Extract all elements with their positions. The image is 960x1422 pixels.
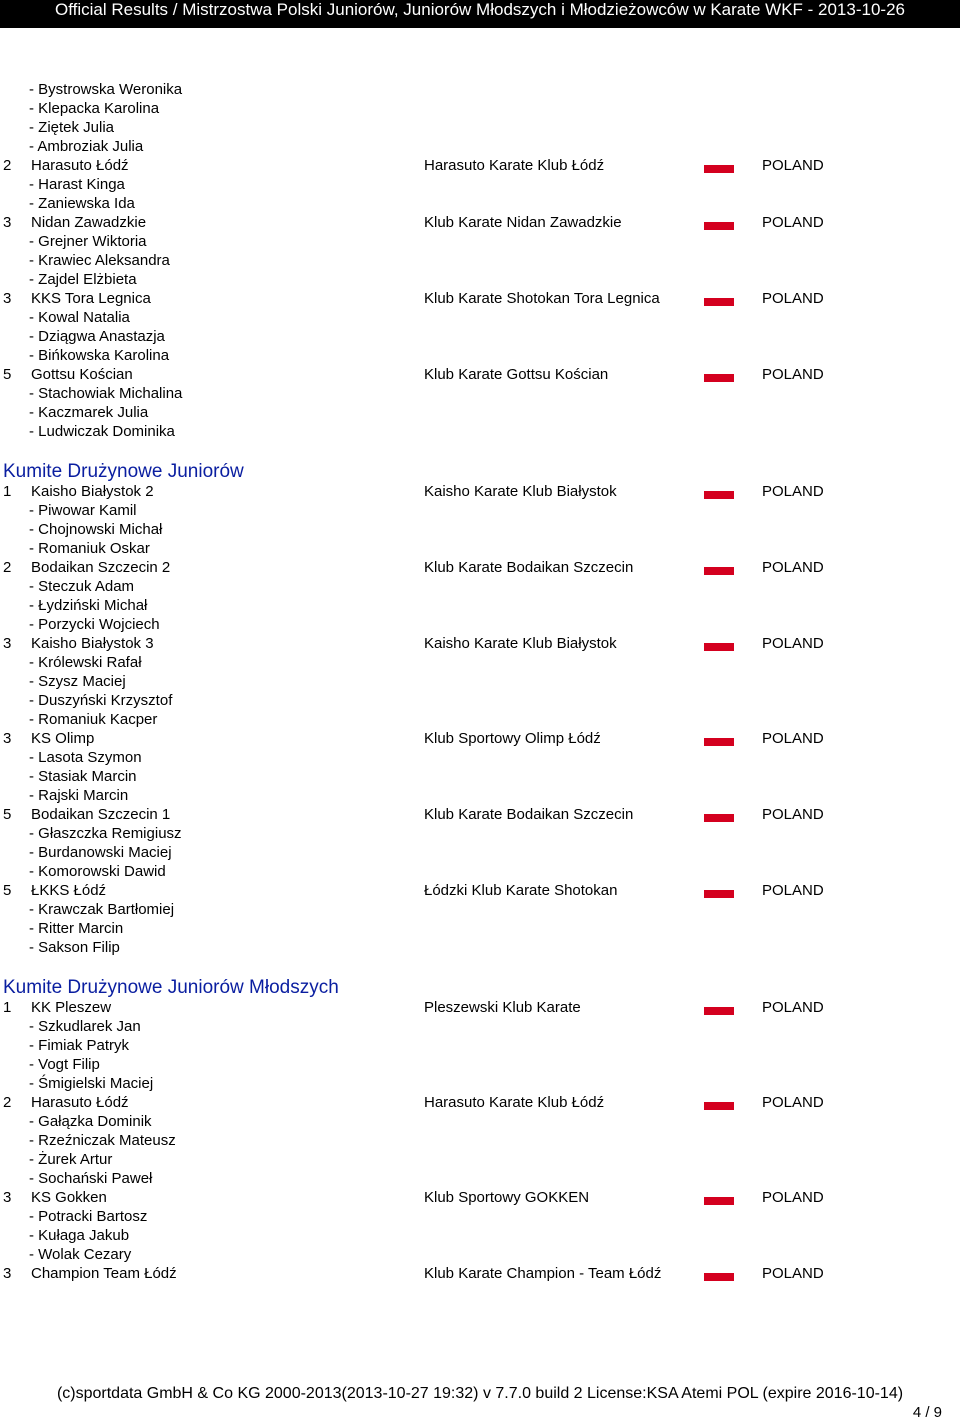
team-name: Kaisho Białystok 3: [31, 635, 154, 652]
member-row: [0, 422, 960, 441]
member-name: - Bystrowska Weronika: [29, 81, 183, 98]
member-row: [0, 194, 960, 213]
member-name: - Bińkowska Karolina: [29, 347, 170, 364]
placement-rank: 3: [3, 635, 12, 652]
placement-rank: 1: [3, 483, 12, 500]
placement-rank: 3: [3, 730, 12, 747]
member-name: - Dziągwa Anastazja: [29, 328, 165, 345]
member-name: - Sakson Filip: [29, 939, 120, 956]
member-row: [0, 1055, 960, 1074]
page-header: [0, 0, 960, 28]
member-name: - Ambroziak Julia: [29, 138, 144, 155]
member-name: - Romaniuk Kacper: [29, 711, 158, 728]
member-row: [0, 1017, 960, 1036]
poland-flag-icon: [704, 484, 734, 499]
member-row: [0, 80, 960, 99]
member-name: - Harast Kinga: [29, 176, 125, 193]
section-title: Kumite Drużynowe Juniorów: [3, 461, 244, 482]
member-row: [0, 270, 960, 289]
member-name: - Porzycki Wojciech: [29, 616, 160, 633]
member-row: [0, 175, 960, 194]
member-name: - Rajski Marcin: [29, 787, 129, 804]
country-name: POLAND: [762, 999, 824, 1016]
poland-flag-icon: [704, 731, 734, 746]
team-name: ŁKKS Łódź: [31, 882, 107, 899]
member-name: - Kowal Natalia: [29, 309, 130, 326]
team-name: Nidan Zawadzkie: [31, 214, 147, 231]
team-row: [0, 634, 960, 653]
team-name: KK Pleszew: [31, 999, 112, 1016]
team-row: [0, 881, 960, 900]
member-name: - Ritter Marcin: [29, 920, 124, 937]
team-name: Harasuto Łódź: [31, 157, 129, 174]
placement-rank: 1: [3, 999, 12, 1016]
member-row: [0, 843, 960, 862]
footer-copyright: (c)sportdata GmbH & Co KG 2000-2013(2013-10-27 19:32) v 7.7.0 build 2 License:KSA Atemi POL (expire 2016-10-14): [56, 1385, 904, 1402]
club-name: Klub Karate Bodaikan Szczecin: [424, 559, 634, 576]
club-name: Klub Sportowy Olimp Łódź: [424, 730, 601, 747]
member-row: [0, 327, 960, 346]
placement-rank: 3: [3, 1189, 12, 1206]
member-row: [0, 118, 960, 137]
member-row: [0, 1150, 960, 1169]
member-name: - Sochański Paweł: [29, 1170, 153, 1187]
country-name: POLAND: [762, 882, 824, 899]
team-name: Champion Team Łódź: [31, 1265, 177, 1282]
team-row: [0, 289, 960, 308]
country-name: POLAND: [762, 1094, 824, 1111]
member-row: [0, 232, 960, 251]
member-name: - Łydziński Michał: [29, 597, 148, 614]
poland-flag-icon: [704, 636, 734, 651]
team-row: [0, 805, 960, 824]
country-name: POLAND: [762, 214, 824, 231]
team-name: Bodaikan Szczecin 1: [31, 806, 171, 823]
placement-rank: 3: [3, 1265, 12, 1282]
member-row: [0, 938, 960, 957]
poland-flag-icon: [704, 158, 734, 173]
member-name: - Stasiak Marcin: [29, 768, 137, 785]
country-name: POLAND: [762, 290, 824, 307]
country-name: POLAND: [762, 366, 824, 383]
club-name: Pleszewski Klub Karate: [424, 999, 581, 1016]
member-name: - Krawczak Bartłomiej: [29, 901, 175, 918]
member-name: - Zajdel Elżbieta: [29, 271, 137, 288]
member-row: [0, 539, 960, 558]
member-row: [0, 1112, 960, 1131]
country-name: POLAND: [762, 1189, 824, 1206]
member-row: [0, 653, 960, 672]
placement-rank: 5: [3, 882, 12, 899]
header-title: Official Results / Mistrzostwa Polski Juniorów, Juniorów Młodszych i Młodzieżowców w Karate WKF - 2013-10-26: [55, 0, 905, 19]
member-row: [0, 615, 960, 634]
club-name: Klub Karate Champion - Team Łódź: [424, 1265, 662, 1282]
member-row: [0, 137, 960, 156]
member-name: - Burdanowski Maciej: [29, 844, 172, 861]
member-row: [0, 824, 960, 843]
member-row: [0, 1207, 960, 1226]
member-name: - Potracki Bartosz: [29, 1208, 148, 1225]
country-name: POLAND: [762, 157, 824, 174]
club-name: Klub Karate Bodaikan Szczecin: [424, 806, 634, 823]
member-name: - Romaniuk Oskar: [29, 540, 150, 557]
club-name: Klub Karate Gottsu Kościan: [424, 366, 609, 383]
member-row: [0, 1131, 960, 1150]
poland-flag-icon: [704, 1190, 734, 1205]
member-name: - Stachowiak Michalina: [29, 385, 183, 402]
placement-rank: 3: [3, 214, 12, 231]
member-row: [0, 1169, 960, 1188]
member-row: [0, 1074, 960, 1093]
club-name: Harasuto Karate Klub Łódź: [424, 157, 605, 174]
member-name: - Komorowski Dawid: [29, 863, 166, 880]
placement-rank: 2: [3, 559, 12, 576]
team-name: Kaisho Białystok 2: [31, 483, 154, 500]
member-name: - Wolak Cezary: [29, 1246, 132, 1263]
team-name: Gottsu Kościan: [31, 366, 133, 383]
member-name: - Śmigielski Maciej: [29, 1075, 154, 1092]
poland-flag-icon: [704, 883, 734, 898]
member-name: - Kaczmarek Julia: [29, 404, 149, 421]
placement-rank: 3: [3, 290, 12, 307]
club-name: Kaisho Karate Klub Białystok: [424, 483, 617, 500]
team-row: [0, 1093, 960, 1112]
team-row: [0, 365, 960, 384]
poland-flag-icon: [704, 560, 734, 575]
poland-flag-icon: [704, 1000, 734, 1015]
club-name: Klub Karate Nidan Zawadzkie: [424, 214, 622, 231]
club-name: Kaisho Karate Klub Białystok: [424, 635, 617, 652]
poland-flag-icon: [704, 1266, 734, 1281]
team-row: [0, 213, 960, 232]
page-number: 4 / 9: [912, 1404, 942, 1421]
member-name: - Gałązka Dominik: [29, 1113, 152, 1130]
team-name: Harasuto Łódź: [31, 1094, 129, 1111]
team-name: KKS Tora Legnica: [31, 290, 151, 307]
country-name: POLAND: [762, 483, 824, 500]
results-list: [0, 80, 960, 1283]
member-row: [0, 1036, 960, 1055]
team-name: KS Gokken: [31, 1189, 107, 1206]
member-row: [0, 672, 960, 691]
member-row: [0, 308, 960, 327]
member-name: - Vogt Filip: [29, 1056, 100, 1073]
member-name: - Krawiec Aleksandra: [29, 252, 170, 269]
club-name: Harasuto Karate Klub Łódź: [424, 1094, 605, 1111]
member-row: [0, 919, 960, 938]
member-name: - Ziętek Julia: [29, 119, 115, 136]
member-name: - Klepacka Karolina: [29, 100, 160, 117]
poland-flag-icon: [704, 215, 734, 230]
team-row: [0, 1188, 960, 1207]
member-name: - Królewski Rafał: [29, 654, 142, 671]
country-name: POLAND: [762, 635, 824, 652]
member-row: [0, 900, 960, 919]
member-row: [0, 251, 960, 270]
country-name: POLAND: [762, 1265, 824, 1282]
member-row: [0, 346, 960, 365]
club-name: Klub Sportowy GOKKEN: [424, 1189, 590, 1206]
member-name: - Piwowar Kamil: [29, 502, 137, 519]
member-name: - Grejner Wiktoria: [29, 233, 147, 250]
poland-flag-icon: [704, 291, 734, 306]
placement-rank: 2: [3, 1094, 12, 1111]
member-row: [0, 786, 960, 805]
poland-flag-icon: [704, 807, 734, 822]
member-row: [0, 577, 960, 596]
placement-rank: 2: [3, 157, 12, 174]
member-name: - Szkudlarek Jan: [29, 1018, 141, 1035]
member-name: - Kułaga Jakub: [29, 1227, 130, 1244]
member-name: - Rzeźniczak Mateusz: [29, 1132, 176, 1149]
member-row: [0, 862, 960, 881]
placement-rank: 5: [3, 366, 12, 383]
member-row: [0, 767, 960, 786]
member-name: - Żurek Artur: [29, 1151, 113, 1168]
member-name: - Chojnowski Michał: [29, 521, 163, 538]
country-name: POLAND: [762, 559, 824, 576]
member-name: - Zaniewska Ida: [29, 195, 135, 212]
team-name: Bodaikan Szczecin 2: [31, 559, 171, 576]
country-name: POLAND: [762, 730, 824, 747]
member-row: [0, 691, 960, 710]
member-name: - Duszyński Krzysztof: [29, 692, 173, 709]
member-name: - Szysz Maciej: [29, 673, 126, 690]
member-row: [0, 596, 960, 615]
team-row: [0, 558, 960, 577]
country-name: POLAND: [762, 806, 824, 823]
member-row: [0, 520, 960, 539]
team-row: [0, 998, 960, 1017]
member-row: [0, 1226, 960, 1245]
member-row: [0, 748, 960, 767]
team-row: [0, 729, 960, 748]
club-name: Łódzki Klub Karate Shotokan: [424, 882, 618, 899]
member-name: - Ludwiczak Dominika: [29, 423, 175, 440]
member-row: [0, 1245, 960, 1264]
member-row: [0, 403, 960, 422]
poland-flag-icon: [704, 1095, 734, 1110]
team-name: KS Olimp: [31, 730, 95, 747]
member-row: [0, 501, 960, 520]
team-row: [0, 156, 960, 175]
team-row: [0, 482, 960, 501]
member-name: - Fimiak Patryk: [29, 1037, 130, 1054]
team-row: [0, 1264, 960, 1283]
member-name: - Lasota Szymon: [29, 749, 142, 766]
member-name: - Głaszczka Remigiusz: [29, 825, 182, 842]
member-name: - Steczuk Adam: [29, 578, 135, 595]
member-row: [0, 99, 960, 118]
club-name: Klub Karate Shotokan Tora Legnica: [424, 290, 660, 307]
poland-flag-icon: [704, 367, 734, 382]
member-row: [0, 710, 960, 729]
placement-rank: 5: [3, 806, 12, 823]
member-row: [0, 384, 960, 403]
section-title: Kumite Drużynowe Juniorów Młodszych: [3, 977, 339, 998]
